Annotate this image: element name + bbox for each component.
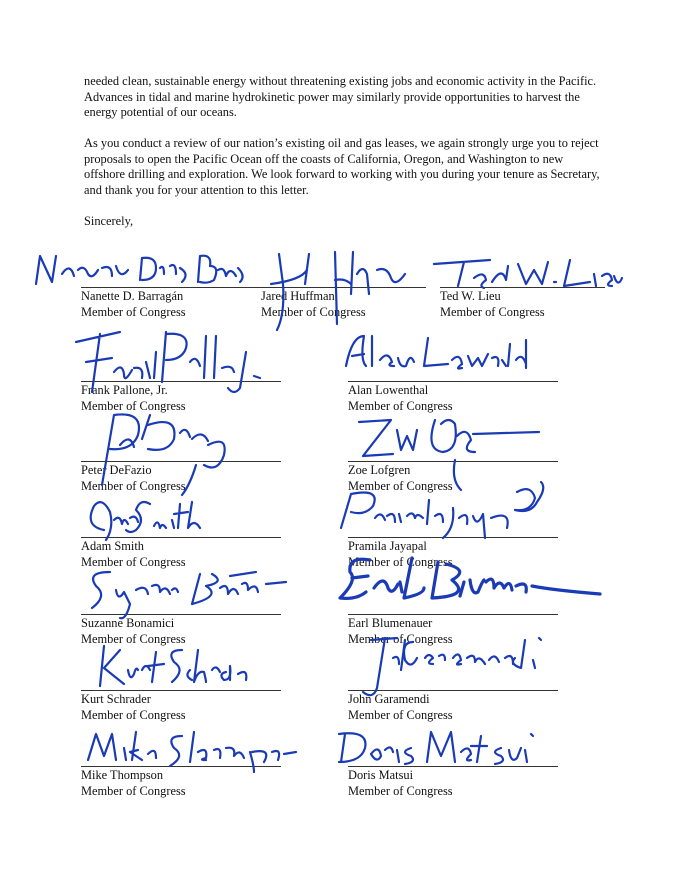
signer-title: Member of Congress (348, 399, 453, 413)
signature-block-blumenauer (348, 590, 558, 650)
signer-name: Kurt Schrader (81, 692, 151, 706)
signature-block-smith (81, 513, 281, 573)
signer-name: Suzanne Bonamici (81, 616, 175, 630)
signature-block-garamendi (348, 666, 558, 726)
letter-paragraph-2: As you conduct a review of our nation’s existing oil and gas leases, we again strongly urge you to reject proposals to open the Pacific Ocean off the coasts of California, Oregon, and Washington to new offshore drilling and exploration. We look forward to working with you during your tenure as Secretary, and thank you for your attention to this letter. (84, 136, 600, 197)
signature-rule (348, 381, 558, 382)
signer-name: Pramila Jayapal (348, 539, 427, 553)
signer-name: Adam Smith (81, 539, 144, 553)
signature-block-jayapal (348, 513, 558, 573)
signer-name: Mike Thompson (81, 768, 164, 782)
signature-rule (261, 287, 426, 288)
signer-name: Frank Pallone, Jr. (81, 383, 168, 397)
signature-rule (348, 690, 558, 691)
signature-block-schrader (81, 666, 281, 726)
signature-rule (348, 766, 558, 767)
signer-name: Nanette D. Barragán (81, 289, 184, 303)
signature-block-lowenthal (348, 357, 558, 417)
signer-title: Member of Congress (81, 784, 186, 798)
signature-block-lofgren (348, 437, 558, 497)
signature-rule (81, 287, 261, 288)
signer-title: Member of Congress (261, 305, 366, 319)
signature-rule (81, 381, 281, 382)
signer-name: Alan Lowenthal (348, 383, 429, 397)
signer-title: Member of Congress (440, 305, 545, 319)
signature-block-thompson (81, 742, 281, 802)
letter-closing: Sincerely, (84, 214, 134, 228)
signer-title: Member of Congress (81, 399, 186, 413)
signature-rule (81, 766, 281, 767)
signer-name: John Garamendi (348, 692, 430, 706)
signature-block-defazio (81, 437, 281, 497)
signature-rule (348, 537, 558, 538)
signer-name: Ted W. Lieu (440, 289, 501, 303)
signer-name: Doris Matsui (348, 768, 414, 782)
signature-block-matsui (348, 742, 558, 802)
signature-rule (81, 614, 281, 615)
signature-rule (348, 461, 558, 462)
signer-name: Peter DeFazio (81, 463, 152, 477)
signer-title: Member of Congress (348, 784, 453, 798)
signer-title: Member of Congress (348, 479, 453, 493)
signer-name: Jared Huffman (261, 289, 335, 303)
signer-title: Member of Congress (81, 708, 186, 722)
signature-block-huffman (261, 263, 426, 323)
signer-title: Member of Congress (81, 305, 186, 319)
signature-rule (81, 690, 281, 691)
signature-rule (81, 461, 281, 462)
signer-name: Earl Blumenauer (348, 616, 433, 630)
signature-block-barragan (81, 263, 261, 323)
signer-title: Member of Congress (81, 555, 186, 569)
letter-paragraph-1: needed clean, sustainable energy without threatening existing jobs and economic activity in the Pacific. Advances in tidal and marine hydrokinetic power may similarly provide opportunities to harvest the energy potential of our oceans. (84, 74, 597, 120)
signature-rule (440, 287, 605, 288)
signer-title: Member of Congress (81, 632, 186, 646)
signer-title: Member of Congress (81, 479, 186, 493)
signer-title: Member of Congress (348, 555, 453, 569)
signature-block-bonamici (81, 590, 281, 650)
signer-title: Member of Congress (348, 708, 453, 722)
signer-title: Member of Congress (348, 632, 453, 646)
signer-name: Zoe Lofgren (348, 463, 411, 477)
signature-rule (348, 614, 558, 615)
signature-block-pallone (81, 357, 281, 417)
signature-rule (81, 537, 281, 538)
signature-block-lieu (440, 263, 605, 323)
